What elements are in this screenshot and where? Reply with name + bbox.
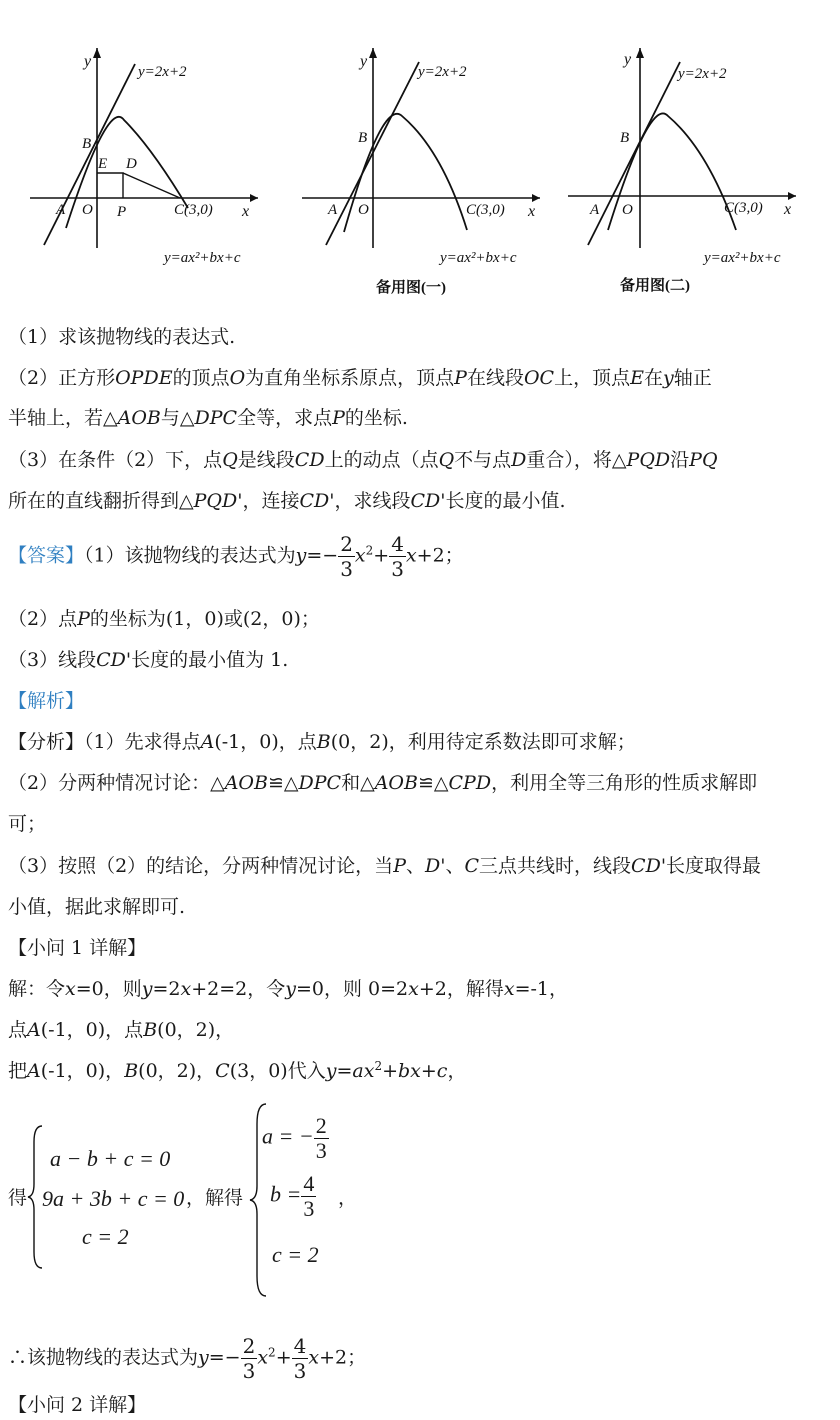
- question-1: （1）求该抛物线的表达式.: [8, 326, 236, 348]
- system-2-row-3: c = 2: [272, 1242, 319, 1267]
- analysis-2-line-1: （2）分两种情况讨论：△AOB≌△DPC和△AOB≌△CPD，利用全等三角形的性质求解即: [8, 772, 758, 794]
- parabola-label: y=ax²+bx+c: [164, 250, 241, 266]
- detail-1-step-2: 点A(-1，0)，点B(0，2)，: [8, 1019, 235, 1041]
- detail-1-tag: 【小问 1 详解】: [8, 937, 147, 959]
- system-2-row-2: b = $\frac{4}{3}$: [270, 1171, 315, 1221]
- point-B-label: B: [358, 130, 368, 146]
- system-1-row-3: c = 2: [82, 1224, 129, 1249]
- figure-main: [20, 0, 300, 280]
- analysis-3-line-2: 小值，据此求解即可.: [8, 896, 186, 918]
- answer-tag: 【答案】: [8, 544, 85, 567]
- analysis-tag: 【解析】: [8, 690, 85, 712]
- fraction: $\frac{4}{3}$: [391, 532, 404, 581]
- line-label: y=2x+2: [678, 66, 727, 82]
- solved-label: ，解得: [186, 1187, 244, 1209]
- fraction: $\frac{2}{3}$: [242, 1334, 256, 1383]
- system-2-row-1: a = − $\frac{2}{3}$: [262, 1113, 327, 1163]
- question-3-line-1: （3）在条件（2）下，点Q是线段CD上的动点（点Q不与点D重合），将△PQD沿PQ: [8, 449, 718, 471]
- point-P-label: P: [117, 204, 127, 220]
- de-label: 得: [8, 1187, 28, 1209]
- answer-2: （2）点P的坐标为(1，0)或(2，0)；: [8, 608, 320, 630]
- system-1-row-1: a − b + c = 0: [50, 1146, 171, 1171]
- point-D-label: D: [126, 156, 137, 172]
- parabola-label: y=ax²+bx+c: [440, 250, 517, 266]
- detail-1-conclusion: ∴该抛物线的表达式为y=− $\frac{2}{3}$ $x^2+$ $\frac{4}{3}$ x+2；: [8, 1334, 367, 1383]
- question-3-line-2: 所在的直线翻折得到△PQD'，连接CD'，求线段CD'长度的最小值.: [8, 490, 566, 512]
- answer-1: 【答案】（1）该抛物线的表达式为y=− $\frac{2}{3}$ $x^2+$ $\frac{4}{3}$ x+2；: [8, 532, 464, 581]
- detail-1-step-1: 解：令x=0，则y=2x+2=2，令y=0，则 0=2x+2，解得x=-1，: [8, 978, 569, 1000]
- point-C-label: C(3,0): [174, 202, 213, 218]
- point-C-label: C(3,0): [466, 202, 505, 218]
- point-O-label: O: [82, 202, 93, 218]
- parabola-label: y=ax²+bx+c: [704, 250, 781, 266]
- y-axis-label: y: [624, 51, 632, 68]
- detail-1-step-3: 把A(-1，0)，B(0，2)，C(3，0)代入$y=ax^2+bx+c$，: [8, 1059, 467, 1082]
- question-2-line-2: 半轴上，若△AOB与△DPC全等，求点P的坐标.: [8, 407, 408, 429]
- system-2: [262, 1106, 342, 1286]
- question-2-line-1: （2）正方形OPDE的顶点O为直角坐标系原点，顶点P在线段OC上，顶点E在y轴正: [8, 367, 712, 389]
- point-C-label: C(3,0): [724, 200, 763, 216]
- y-axis-label: y: [360, 53, 368, 70]
- point-A-label: A: [590, 202, 600, 218]
- line-label: y=2x+2: [418, 64, 467, 80]
- analysis-1: 【分析】（1）先求得点A(-1，0)，点B(0，2)，利用待定系数法即可求解；: [8, 731, 636, 753]
- figure-caption: 备用图(一): [376, 280, 446, 296]
- comma: ，: [338, 1187, 358, 1209]
- figure-spare-1: [292, 0, 552, 310]
- point-O-label: O: [358, 202, 369, 218]
- line-label: y=2x+2: [138, 64, 187, 80]
- system-1-row-2: 9a + 3b + c = 0: [42, 1186, 185, 1211]
- point-B-label: B: [82, 136, 92, 152]
- figure-caption: 备用图(二): [620, 278, 690, 294]
- figure-spare-2: [558, 0, 818, 310]
- point-A-label: A: [328, 202, 338, 218]
- fraction: $\frac{2}{3}$: [340, 532, 353, 581]
- x-axis-label: x: [784, 201, 792, 218]
- x-axis-label: x: [528, 203, 536, 220]
- detail-2-tag: 【小问 2 详解】: [8, 1394, 147, 1416]
- analysis-3-line-1: （3）按照（2）的结论，分两种情况讨论，当P、D'、C三点共线时，线段CD'长度取得最: [8, 855, 762, 877]
- x-axis-label: x: [242, 203, 250, 220]
- point-O-label: O: [622, 202, 633, 218]
- analysis-2-line-2: 可；: [8, 813, 47, 835]
- y-axis-label: y: [84, 53, 92, 70]
- point-E-label: E: [98, 156, 108, 172]
- point-A-label: A: [56, 202, 66, 218]
- answer-3: （3）线段CD'长度的最小值为 1.: [8, 649, 289, 671]
- figures-row: [0, 0, 840, 310]
- point-B-label: B: [620, 130, 630, 146]
- fraction: $\frac{4}{3}$: [293, 1334, 307, 1383]
